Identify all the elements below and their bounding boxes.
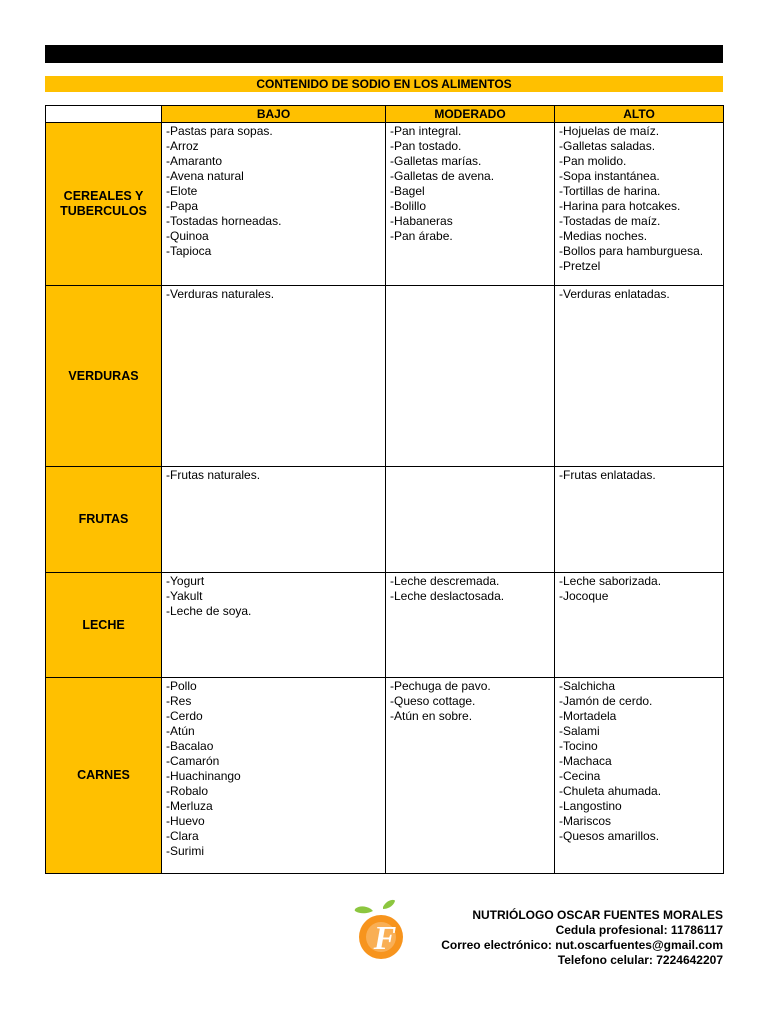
food-item: -Verduras enlatadas. [559, 287, 670, 301]
food-item: -Quinoa [166, 229, 209, 243]
food-item: -Salami [559, 724, 600, 738]
food-item: -Queso cottage. [390, 694, 476, 708]
food-item: -Pastas para sopas. [166, 124, 273, 138]
food-item: -Verduras naturales. [166, 287, 275, 301]
food-item: -Elote [166, 184, 198, 198]
footer [345, 895, 725, 965]
header-moderado: MODERADO [386, 106, 555, 123]
bajo-cell [162, 286, 386, 467]
food-item: -Pan integral. [390, 124, 462, 138]
alto-cell [555, 678, 724, 874]
food-item: -Pan árabe. [390, 229, 453, 243]
food-item: -Tortillas de harina. [559, 184, 661, 198]
table-row [46, 123, 724, 286]
moderado-cell [386, 678, 555, 874]
food-item: -Salchicha [559, 679, 616, 693]
food-item: -Atún en sobre. [390, 709, 473, 723]
moderado-cell [386, 123, 555, 286]
food-item: -Pan tostado. [390, 139, 462, 153]
food-item: -Pan molido. [559, 154, 627, 168]
food-item: -Merluza [166, 799, 213, 813]
food-item: -Tapioca [166, 244, 212, 258]
cedula-text: Cedula profesional: 11786117 [555, 923, 723, 937]
table-row [46, 678, 724, 874]
food-item: -Camarón [166, 754, 220, 768]
food-item: -Cerdo [166, 709, 203, 723]
food-item: -Res [166, 694, 192, 708]
food-item: -Galletas marías. [390, 154, 482, 168]
food-item: -Robalo [166, 784, 209, 798]
food-item: -Mortadela [559, 709, 617, 723]
food-item: -Pollo [166, 679, 197, 693]
table-header-row [46, 106, 724, 123]
food-item: -Bollos para hamburguesa. [559, 244, 704, 258]
food-item: -Leche descremada. [390, 574, 500, 588]
food-item: -Tocino [559, 739, 598, 753]
logo-letter: F [373, 920, 397, 957]
header-alto: ALTO [555, 106, 724, 123]
category-cell: CARNES [46, 678, 162, 874]
food-item: -Harina para hotcakes. [559, 199, 681, 213]
food-item: -Quesos amarillos. [559, 829, 660, 843]
page-title: CONTENIDO DE SODIO EN LOS ALIMENTOS [45, 76, 723, 92]
alto-cell [555, 286, 724, 467]
category-cell: LECHE [46, 573, 162, 678]
food-item: -Cecina [559, 769, 601, 783]
food-item: -Frutas enlatadas. [559, 468, 656, 482]
moderado-cell [386, 467, 555, 573]
food-item: -Tostadas horneadas. [166, 214, 282, 228]
food-item: -Papa [166, 199, 199, 213]
moderado-cell [386, 286, 555, 467]
sodium-table [45, 105, 724, 874]
food-item: -Pechuga de pavo. [390, 679, 491, 693]
food-item: -Huachinango [166, 769, 241, 783]
food-item: -Yogurt [166, 574, 205, 588]
food-item: -Arroz [166, 139, 199, 153]
top-black-bar [45, 45, 723, 63]
food-item: -Frutas naturales. [166, 468, 261, 482]
food-item: -Huevo [166, 814, 205, 828]
alto-cell [555, 123, 724, 286]
food-item: -Galletas saladas. [559, 139, 656, 153]
food-item: -Medias noches. [559, 229, 648, 243]
food-item: -Bagel [390, 184, 425, 198]
alto-cell [555, 573, 724, 678]
category-cell: VERDURAS [46, 286, 162, 467]
table-row [46, 573, 724, 678]
orange-logo-icon [349, 895, 429, 965]
food-item: -Avena natural [166, 169, 244, 183]
food-item: -Hojuelas de maíz. [559, 124, 660, 138]
food-item: -Langostino [559, 799, 622, 813]
food-item: -Tostadas de maíz. [559, 214, 661, 228]
food-item: -Bolillo [390, 199, 427, 213]
food-item: -Chuleta ahumada. [559, 784, 662, 798]
contact-block [441, 908, 723, 968]
alto-cell [555, 467, 724, 573]
food-item: -Pretzel [559, 259, 601, 273]
food-item: -Galletas de avena. [390, 169, 495, 183]
food-item: -Habaneras [390, 214, 453, 228]
category-cell: FRUTAS [46, 467, 162, 573]
email-text: Correo electrónico: nut.oscarfuentes@gmail.com [441, 938, 723, 952]
moderado-cell [386, 573, 555, 678]
table-row [46, 286, 724, 467]
food-item: -Atún [166, 724, 195, 738]
food-item: -Leche de soya. [166, 604, 252, 618]
nutritionist-name: NUTRIÓLOGO OSCAR FUENTES MORALES [472, 908, 723, 922]
food-item: -Leche deslactosada. [390, 589, 505, 603]
header-bajo: BAJO [162, 106, 386, 123]
bajo-cell [162, 573, 386, 678]
bajo-cell [162, 467, 386, 573]
food-item: -Bacalao [166, 739, 214, 753]
food-item: -Mariscos [559, 814, 612, 828]
food-item: -Clara [166, 829, 199, 843]
food-item: -Machaca [559, 754, 612, 768]
food-item: -Sopa instantánea. [559, 169, 660, 183]
food-item: -Yakult [166, 589, 203, 603]
header-blank [46, 106, 162, 123]
food-item: -Amaranto [166, 154, 223, 168]
bajo-cell [162, 678, 386, 874]
table-row [46, 467, 724, 573]
food-item: -Jocoque [559, 589, 609, 603]
food-item: -Leche saborizada. [559, 574, 662, 588]
bajo-cell [162, 123, 386, 286]
food-item: -Jamón de cerdo. [559, 694, 653, 708]
category-cell: CEREALES Y TUBERCULOS [46, 123, 162, 286]
food-item: -Surimi [166, 844, 204, 858]
phone-text: Telefono celular: 7224642207 [557, 953, 723, 967]
